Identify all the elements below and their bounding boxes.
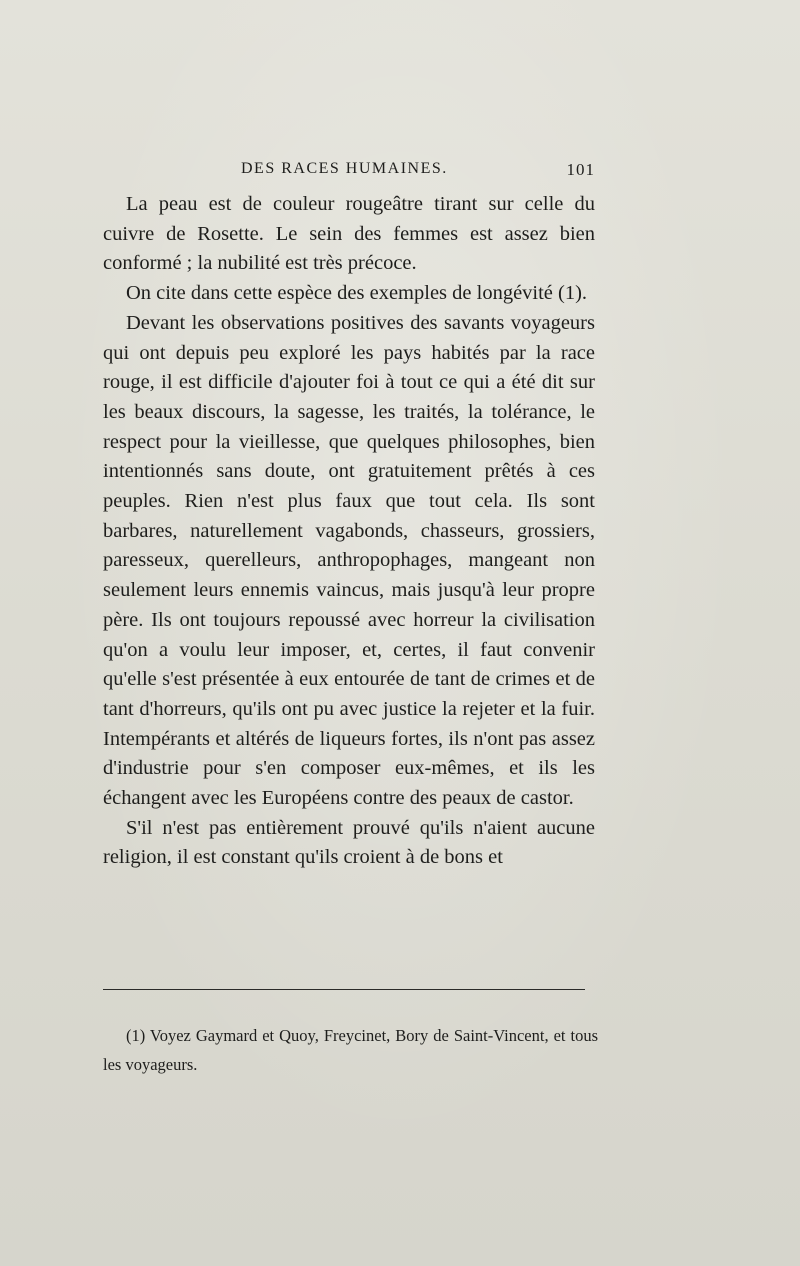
- paragraph-longevity: On cite dans cette espèce des exemples de longévité (1).: [126, 282, 588, 305]
- page-number: 101: [566, 160, 595, 179]
- paragraph-religion: S'il n'est pas entièrement prouvé qu'ils n'aient aucune religion, il est constant qu'ils croient à de bons et: [103, 816, 595, 869]
- paragraph-skin-color: La peau est de couleur rougeâtre tirant sur celle du cuivre de Rosette. Le sein des femmes est assez bien conformé ; la nubilité est très précoce.: [103, 193, 595, 275]
- running-head: [103, 160, 595, 184]
- paragraph-observations: Devant les observations positives des savants voyageurs qui ont depuis peu exploré les pays habités par la race rouge, il est difficile d'ajouter foi à tout ce qui a été dit sur les beaux discours, la sagesse, les traités, la tolérance, le respect pour la vieillesse, que quelques philosophes, bien intentionnés sans doute, ont gratuitement prêtés à ces peuples. Rien n'est plus faux que tout cela. Ils sont barbares, naturellement vagabonds, chasseurs, grossiers, paresseux, querelleurs, anthropophages, mangeant non seulement leurs ennemis vaincus, mais jusqu'à leur propre père. Ils ont toujours repoussé avec horreur la civilisation qu'on a voulu leur imposer, et, certes, il faut convenir qu'elle s'est présentée à eux entourée de tant de crimes et de tant d'horreurs, qu'ils ont pu avec justice la rejeter et la fuir. Intempérants et altérés de liqueurs fortes, ils n'ont pas assez d'industrie pour s'en composer eux-mêmes, et ils les échangent avec les Européens contre des peaux de castor.: [103, 311, 595, 810]
- footnote-separator: [103, 989, 585, 990]
- running-head-title: DES RACES HUMAINES.: [241, 160, 448, 177]
- footnote: (1) Voyez Gaymard et Quoy, Freycinet, Bory de Saint-Vincent, et tous les voyageurs.: [103, 1026, 598, 1074]
- body-text: [103, 190, 595, 873]
